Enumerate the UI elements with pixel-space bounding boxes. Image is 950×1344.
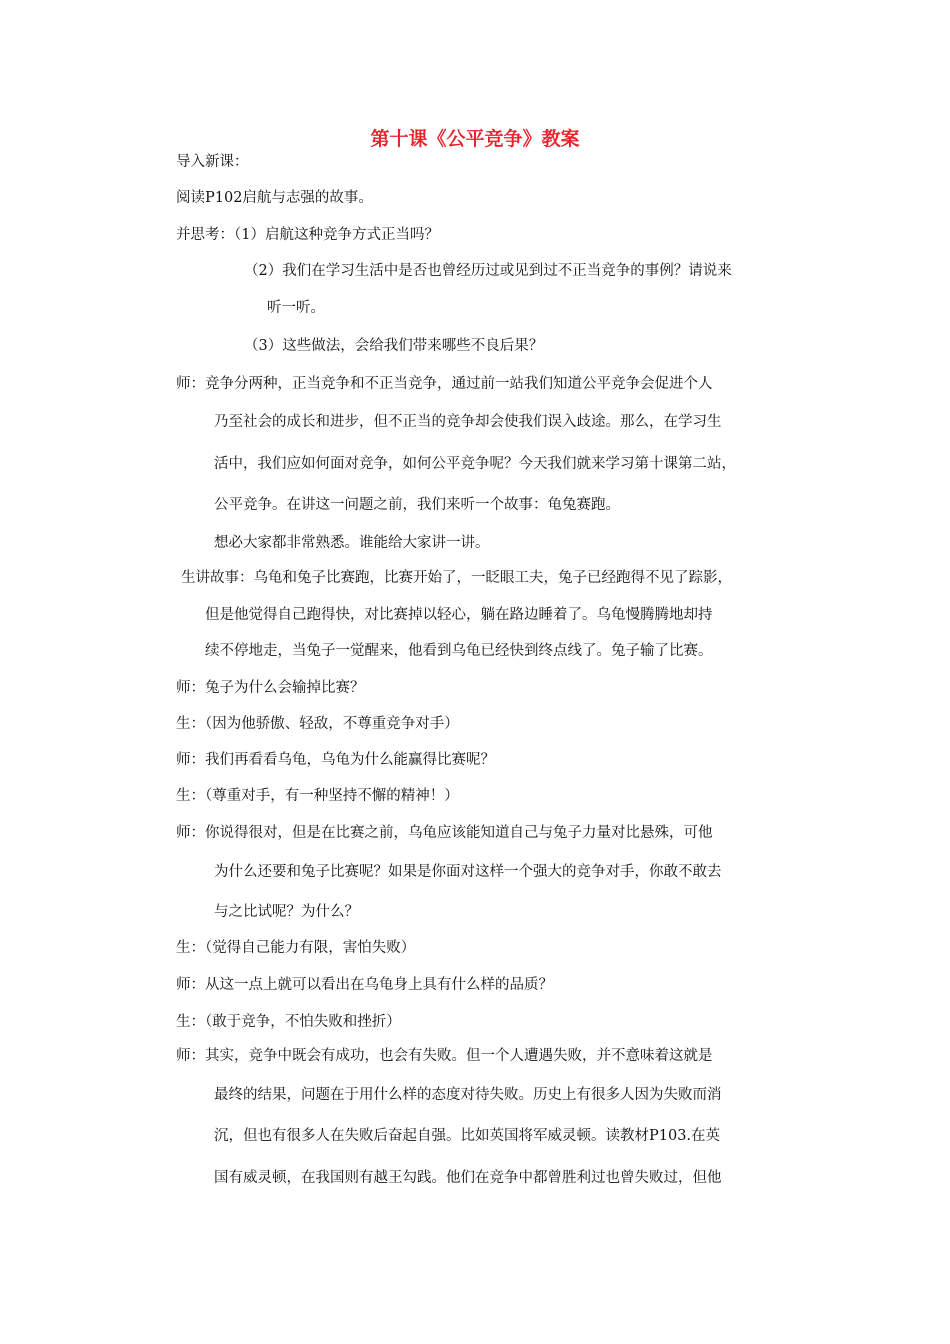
paragraph-line: 师：我们再看看乌龟，乌龟为什么能赢得比赛呢？: [176, 752, 495, 768]
paragraph-line: 师：竞争分两种，正当竞争和不正当竞争，通过前一站我们知道公平竞争会促进个人: [176, 376, 713, 392]
paragraph-line: 但是他觉得自己跑得快，对比赛掉以轻心，躺在路边睡着了。乌龟慢腾腾地却持: [205, 607, 713, 623]
paragraph-line: 阅读P102启航与志强的故事。: [176, 190, 373, 206]
paragraph-line: （2）我们在学习生活中是否也曾经历过或见到过不正当竞争的事例？请说来: [244, 263, 732, 279]
paragraph-line: 想必大家都非常熟悉。谁能给大家讲一讲。: [214, 535, 490, 551]
paragraph-line: 师：兔子为什么会输掉比赛？: [176, 680, 365, 696]
paragraph-line: 续不停地走，当兔子一觉醒来，他看到乌龟已经快到终点线了。兔子输了比赛。: [205, 643, 713, 659]
paragraph-line: 沉，但也有很多人在失败后奋起自强。比如英国将军威灵顿。读教材P103.在英: [214, 1128, 721, 1144]
paragraph-line: 与之比试呢？为什么？: [214, 904, 359, 920]
paragraph-line: 师：其实，竞争中既会有成功，也会有失败。但一个人遭遇失败，并不意味着这就是: [176, 1048, 713, 1064]
document-title: 第十课《公平竞争》教案: [370, 128, 580, 150]
paragraph-line: 国有威灵顿，在我国则有越王勾践。他们在竞争中都曾胜利过也曾失败过，但他: [214, 1170, 722, 1186]
paragraph-line: 乃至社会的成长和进步，但不正当的竞争却会使我们误入歧途。那么，在学习生: [214, 414, 722, 430]
paragraph-line: 生讲故事：乌龟和兔子比赛跑，比赛开始了，一眨眼工夫，兔子已经跑得不见了踪影，: [181, 570, 732, 586]
paragraph-line: 师：你说得很对，但是在比赛之前，乌龟应该能知道自己与兔子力量对比悬殊，可他: [176, 825, 713, 841]
paragraph-line: 生：（敢于竞争，不怕失败和挫折）: [176, 1014, 401, 1030]
paragraph-line: 最终的结果，问题在于用什么样的态度对待失败。历史上有很多人因为失败而消: [214, 1087, 722, 1103]
paragraph-line: 为什么还要和兔子比赛呢？如果是你面对这样一个强大的竞争对手，你敢不敢去: [214, 864, 722, 880]
paragraph-line: 听一听。: [267, 300, 325, 316]
paragraph-line: 生：（尊重对手，有一种坚持不懈的精神！）: [176, 788, 459, 804]
paragraph-line: 公平竞争。在讲这一问题之前，我们来听一个故事：龟兔赛跑。: [214, 497, 620, 513]
paragraph-line: 并思考：（1）启航这种竞争方式正当吗？: [176, 227, 439, 243]
paragraph-line: 师：从这一点上就可以看出在乌龟身上具有什么样的品质？: [176, 977, 553, 993]
paragraph-line: （3）这些做法，会给我们带来哪些不良后果？: [244, 338, 544, 354]
paragraph-line: 导入新课：: [176, 154, 249, 170]
paragraph-line: 生：（觉得自己能力有限，害怕失败）: [176, 940, 416, 956]
paragraph-line: 活中，我们应如何面对竞争，如何公平竞争呢？今天我们就来学习第十课第二站，: [214, 456, 736, 472]
paragraph-line: 生：（因为他骄傲、轻敌，不尊重竞争对手）: [176, 716, 459, 732]
